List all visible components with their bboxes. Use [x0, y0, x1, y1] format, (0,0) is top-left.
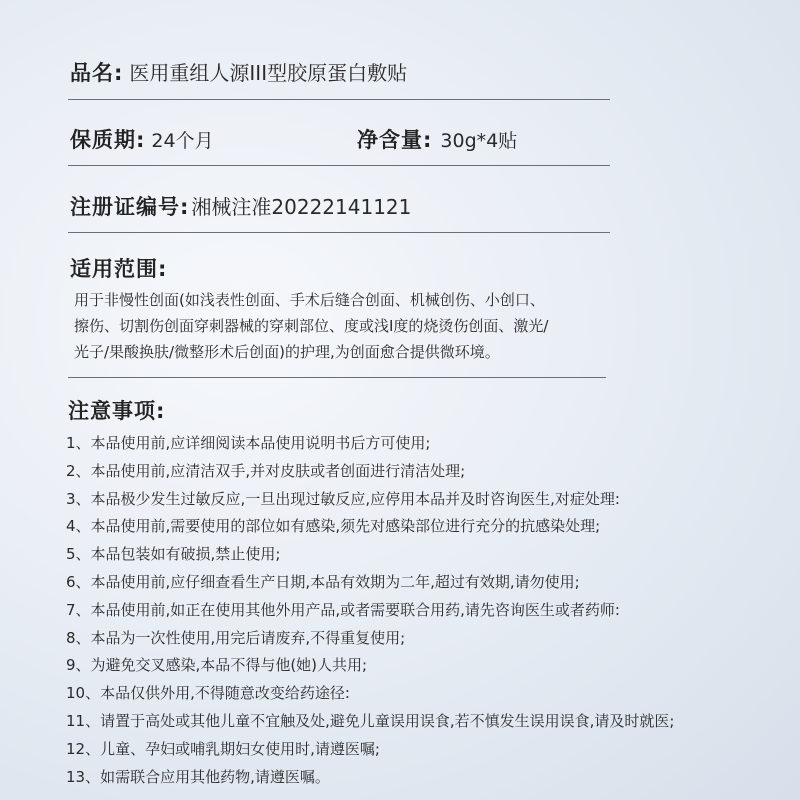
note-item: 9、为避免交叉感染,本品不得与他(她)人共用;	[66, 656, 368, 675]
note-item: 10、本品仅供外用,不得随意改变给药途径:	[66, 684, 350, 703]
note-item: 2、本品使用前,应清洁双手,并对皮肤或者创面进行清洁处理;	[66, 461, 466, 480]
note-item: 3、本品极少发生过敏反应,一旦出现过敏反应,应停用本品并及时咨询医生,对症处理:	[66, 489, 620, 508]
product-name-label: 品名:	[70, 61, 124, 85]
net-content-value: 30g*4贴	[440, 130, 518, 152]
registration-value: 湘械注准20222141121	[191, 195, 412, 219]
divider	[68, 99, 610, 100]
divider	[68, 377, 606, 378]
net-content-label: 净含量:	[357, 128, 433, 152]
note-item: 11、请置于高处或其他儿童不宜触及处,避免儿童误用误食,若不慎发生误用误食,请及时就医;	[66, 711, 675, 730]
note-item: 12、儿童、孕妇或哺乳期妇女使用时,请遵医嘱;	[66, 739, 380, 758]
note-item: 8、本品为一次性使用,用完后请废弃,不得重复使用;	[66, 628, 406, 647]
note-item: 1、本品使用前,应详细阅读本品使用说明书后方可使用;	[66, 434, 431, 452]
note-item: 4、本品使用前,需要使用的部位如有感染,须先对感染部位进行充分的抗感染处理;	[66, 517, 601, 536]
notes-heading: 注意事项:	[68, 399, 166, 423]
scope-heading: 适用范围:	[70, 257, 168, 281]
note-item: 6、本品使用前,应仔细查看生产日期,本品有效期为二年,超过有效期,请勿使用;	[66, 572, 580, 591]
divider	[68, 165, 610, 166]
divider	[68, 232, 610, 233]
net-content-row	[357, 124, 517, 154]
registration-row	[70, 191, 411, 221]
shelf-life-value: 24个月	[151, 130, 214, 152]
product-name-value: 医用重组人源III型胶原蛋白敷贴	[129, 61, 408, 85]
scope-line: 擦伤、切割伤创面穿刺器械的穿刺部位、度或浅I度的烧烫伤创面、激光/	[74, 317, 549, 335]
note-item: 5、本品包装如有破损,禁止使用;	[66, 545, 281, 564]
notes-heading-row	[68, 395, 165, 425]
scope-heading-row	[70, 253, 167, 283]
registration-label: 注册证编号:	[70, 195, 190, 219]
note-item: 13、如需联合应用其他药物,请遵医嘱。	[66, 767, 330, 786]
scope-text	[74, 287, 674, 365]
product-name-row	[70, 57, 407, 87]
shelf-life-label: 保质期:	[70, 128, 146, 152]
notes-list	[66, 430, 674, 791]
scope-line: 光子/果酸换肤/微整形术后创面)的护理,为创面愈合提供微环境。	[74, 343, 500, 361]
shelf-life-row	[70, 124, 214, 154]
scope-line: 用于非慢性创面(如浅表性创面、手术后缝合创面、机械创伤、小创口、	[74, 291, 545, 309]
note-item: 7、本品使用前,如正在使用其他外用产品,或者需要联合用药,请先咨询医生或者药师:	[66, 600, 620, 619]
